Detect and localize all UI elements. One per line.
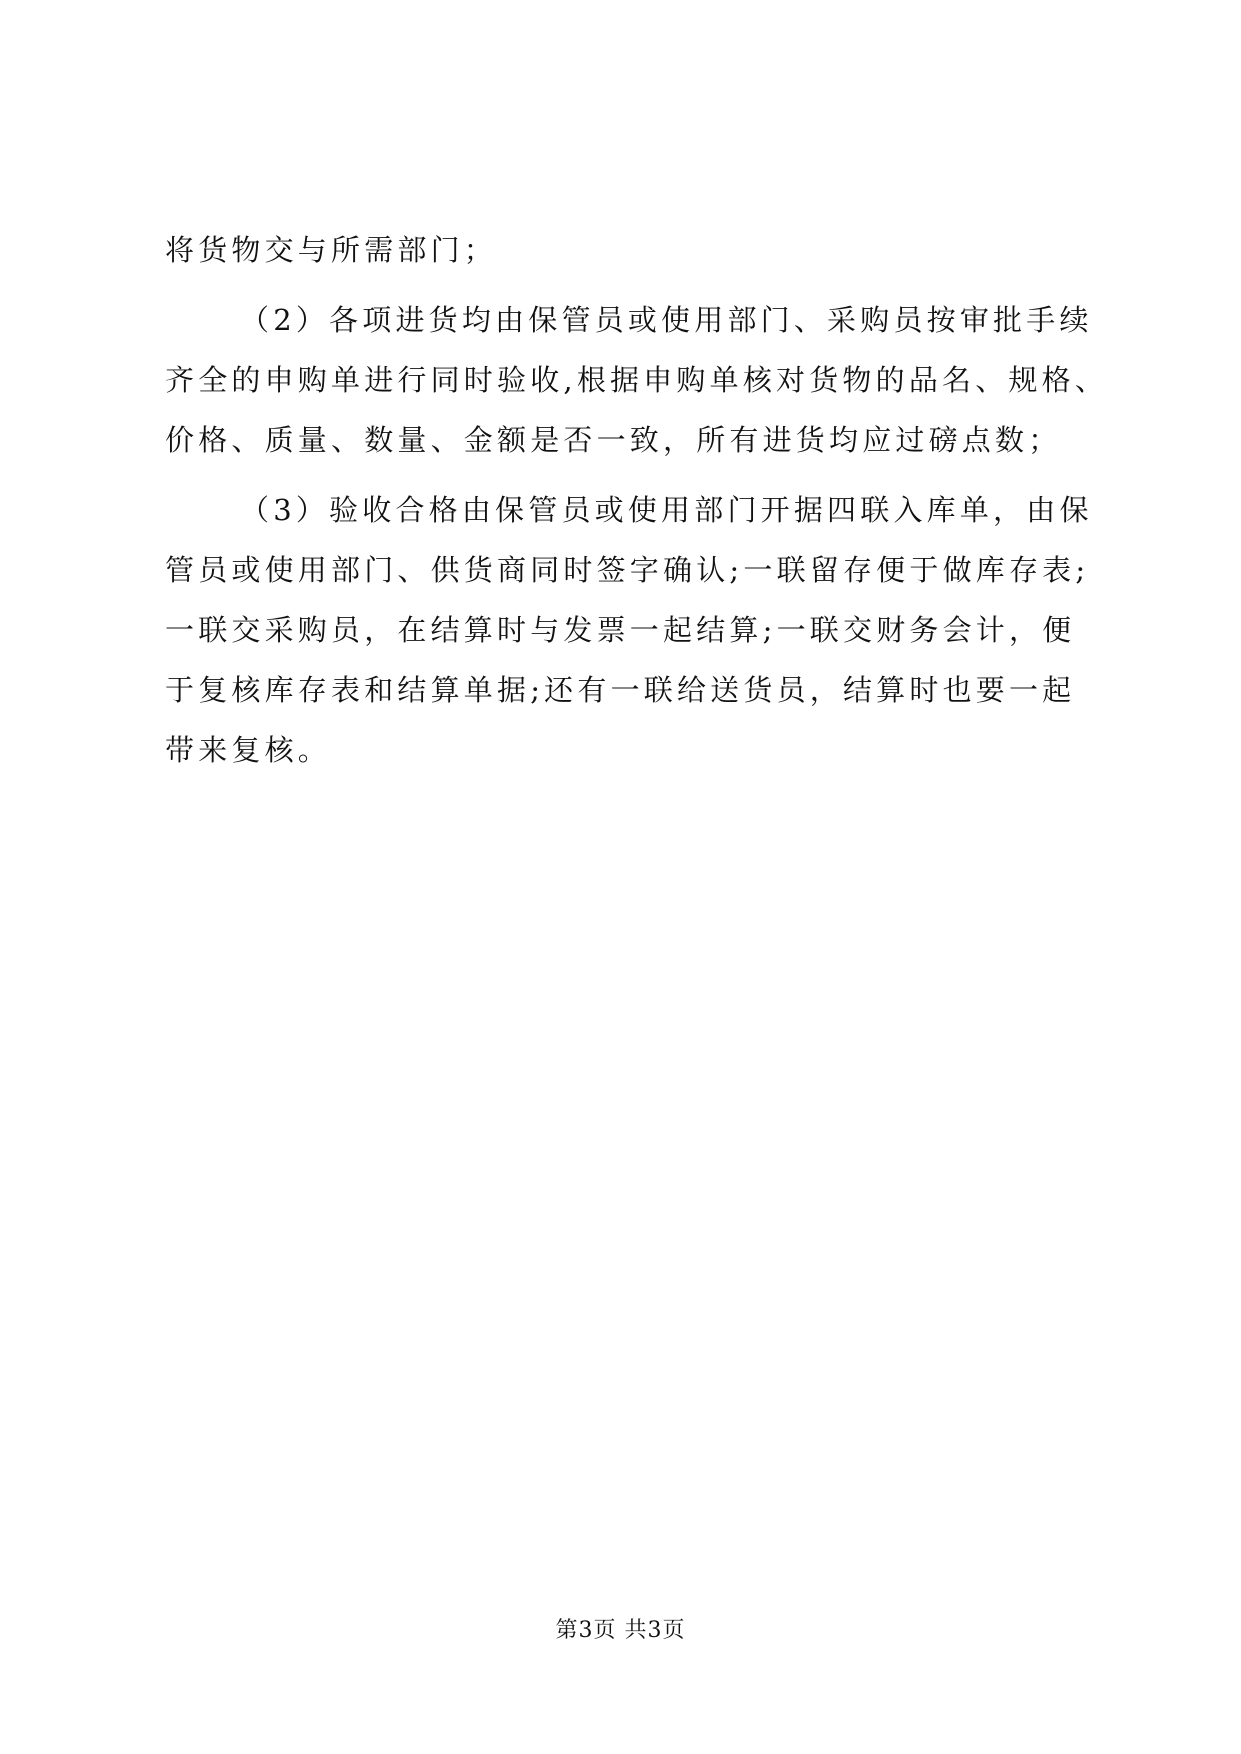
text-line-2: （2）各项进货均由保管员或使用部门、采购员按审批手续 <box>240 303 1093 337</box>
text-line-3: 齐全的申购单进行同时验收,根据申购单核对货物的品名、规格、 <box>165 363 1109 397</box>
text-line-6: 管员或使用部门、供货商同时签字确认;一联留存便于做库存表; <box>165 553 1090 587</box>
page-footer: 第3页 共3页 <box>555 1618 686 1643</box>
text-line-7: 一联交采购员，在结算时与发票一起结算;一联交财务会计，便 <box>165 613 1076 647</box>
text-line-5: （3）验收合格由保管员或使用部门开据四联入库单，由保 <box>240 493 1093 527</box>
text-line-1: 将货物交与所需部门； <box>165 233 498 267</box>
text-line-8: 于复核库存表和结算单据;还有一联给送货员，结算时也要一起 <box>165 673 1076 707</box>
text-line-4: 价格、质量、数量、金额是否一致，所有进货均应过磅点数； <box>165 423 1062 457</box>
text-line-9: 带来复核。 <box>165 733 332 767</box>
